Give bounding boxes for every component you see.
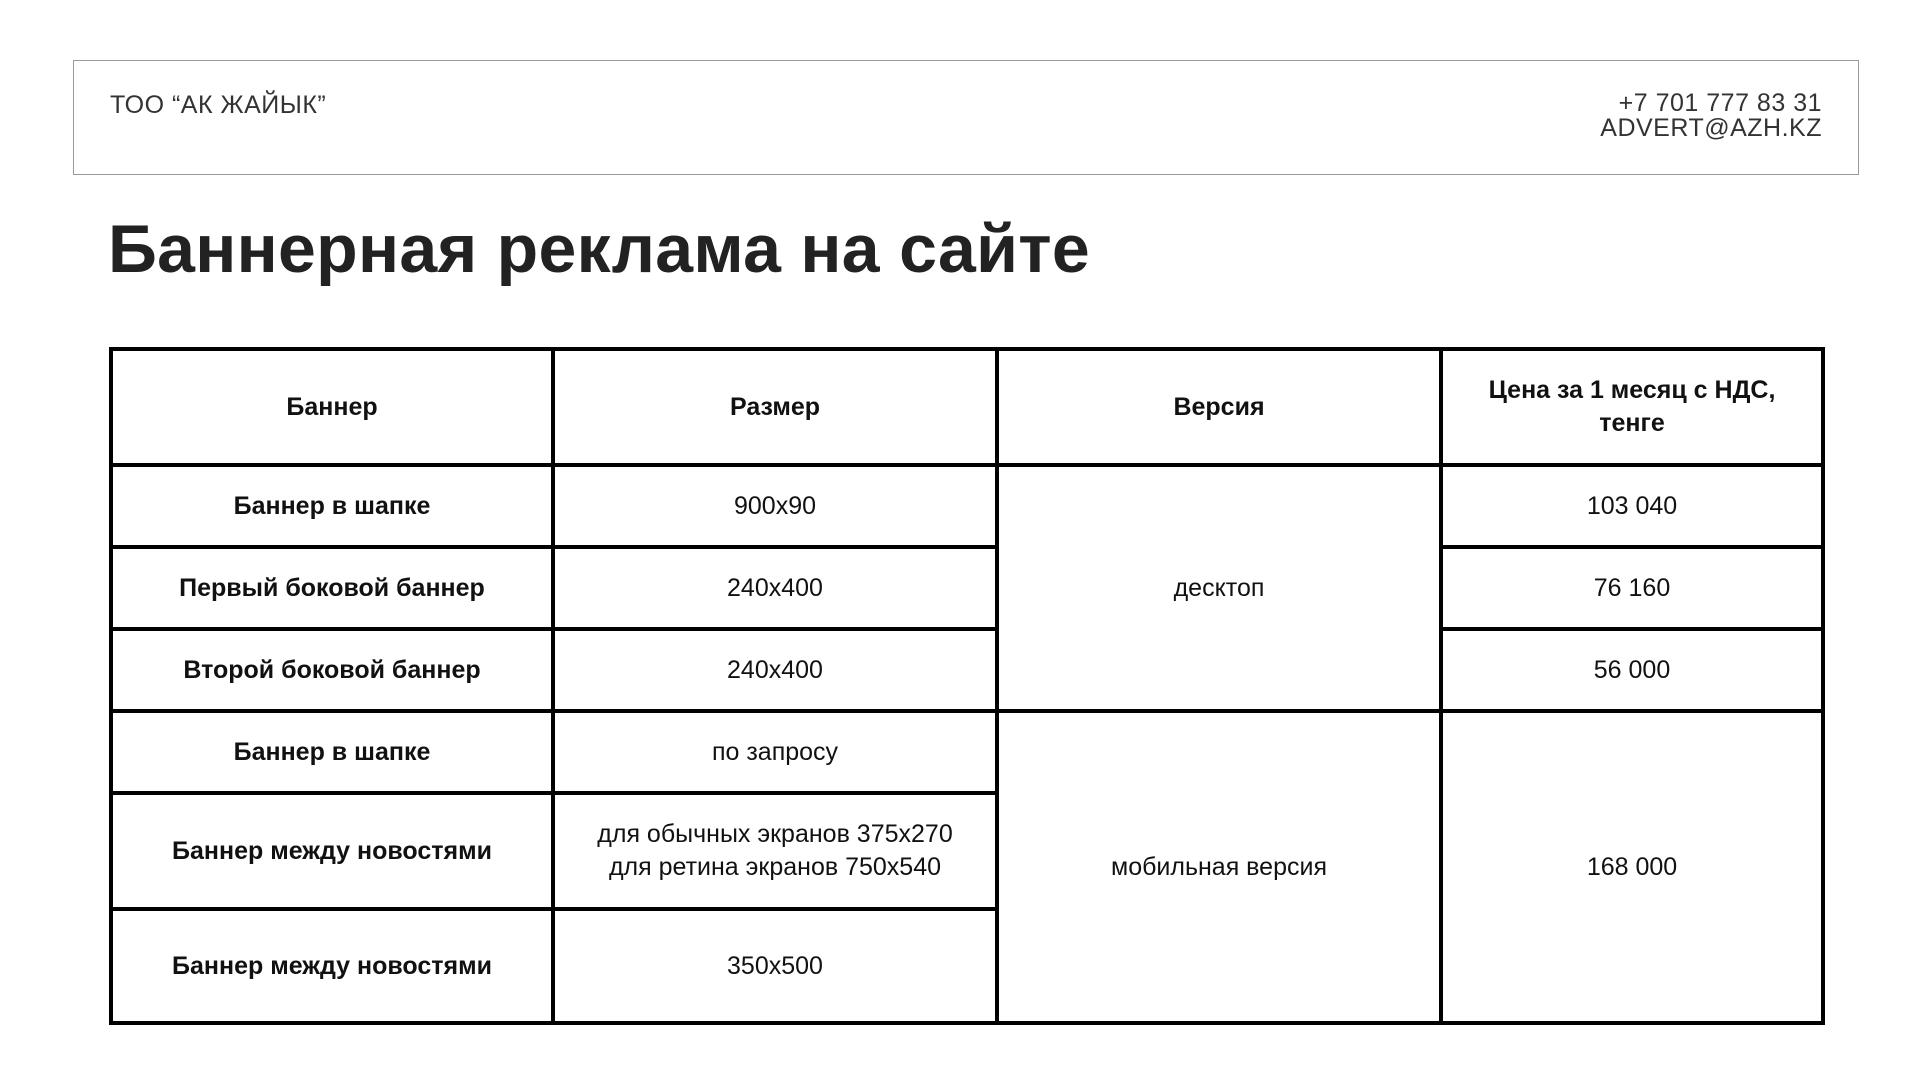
email-address[interactable]: ADVERT@AZH.KZ [1600,114,1822,142]
column-header-price [1441,349,1823,465]
banner-price: 76 160 [1441,547,1823,629]
banner-size: 350x500 [553,909,997,1023]
banner-size-line2: для ретина экранов 750x540 [608,853,942,881]
column-header-version: Версия [997,349,1441,465]
contacts [1600,91,1822,141]
table-row [111,547,1823,629]
page-title: Баннерная реклама на сайте [108,211,1090,287]
banner-price-mobile: 168 000 [1441,711,1823,1023]
banner-size-line1: для обычных экранов 375x270 [597,820,953,848]
table-row [111,465,1823,547]
version-mobile: мобильная версия [997,711,1441,1023]
banner-name: Баннер в шапке [111,465,553,547]
banner-size: по запросу [553,711,997,793]
banner-size: 900x90 [553,465,997,547]
column-header-price-line1: Цена за 1 месяц с НДС, [1488,376,1776,404]
phone-number[interactable]: +7 701 777 83 31 [1618,89,1822,117]
banner-name: Второй боковой баннер [111,629,553,711]
header-box [73,60,1859,175]
column-header-banner: Баннер [111,349,553,465]
banner-size: 240x400 [553,547,997,629]
banner-size: 240x400 [553,629,997,711]
banner-price: 56 000 [1441,629,1823,711]
banner-name: Баннер между новостями [111,909,553,1023]
company-name: ТОО “АК ЖАЙЫК” [110,91,327,119]
banner-size [553,793,997,909]
banner-price: 103 040 [1441,465,1823,547]
table-header-row [111,349,1823,465]
banner-name: Первый боковой баннер [111,547,553,629]
version-desktop: десктоп [997,465,1441,711]
banner-name: Баннер в шапке [111,711,553,793]
price-table [109,347,1825,1025]
table-row [111,629,1823,711]
banner-name: Баннер между новостями [111,793,553,909]
table-row [111,711,1823,793]
column-header-size: Размер [553,349,997,465]
column-header-price-line2: тенге [1599,409,1665,437]
